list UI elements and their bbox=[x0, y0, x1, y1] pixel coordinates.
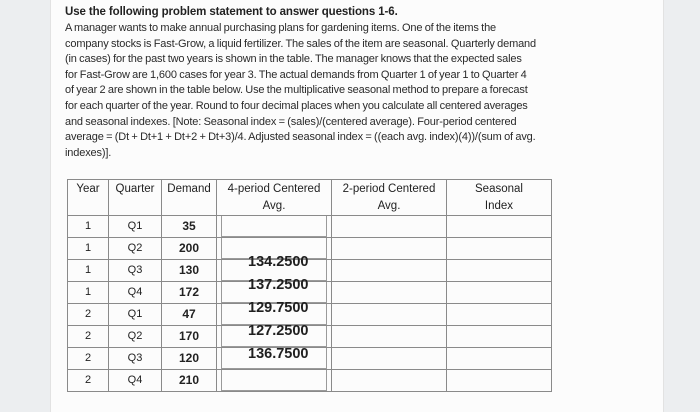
four-period-average-values bbox=[248, 251, 308, 366]
cell-two-period-avg bbox=[332, 304, 447, 326]
table-row bbox=[68, 348, 552, 370]
cell-demand: 172 bbox=[162, 282, 217, 304]
header-four-period-line2: Avg. bbox=[262, 200, 286, 212]
header-year: Year bbox=[68, 180, 109, 216]
cell-four-period-avg bbox=[217, 370, 332, 392]
table-row bbox=[68, 238, 552, 260]
header-demand: Demand bbox=[162, 180, 217, 216]
cell-quarter: Q3 bbox=[109, 348, 162, 370]
cell-two-period-avg bbox=[332, 238, 447, 260]
cell-four-period-avg bbox=[217, 216, 332, 238]
problem-line: for Fast-Grow are 1,600 cases for year 3. The actual demands from Quarter 1 of year 1 to Quarter 4 bbox=[65, 68, 527, 81]
header-four-period-centered-avg bbox=[217, 180, 332, 216]
cell-demand: 200 bbox=[162, 238, 217, 260]
problem-line: average = (Dt + Dt+1 + Dt+2 + Dt+3)/4. Adjusted seasonal index = ((each avg. index)(4))/(sum of avg. bbox=[65, 131, 536, 144]
problem-line: for each quarter of the year. Round to four decimal places when you calculate all centered averages bbox=[65, 99, 528, 112]
cell-seasonal-index bbox=[447, 348, 552, 370]
problem-statement bbox=[65, 21, 563, 161]
header-seasonal-line1: Seasonal bbox=[475, 183, 523, 195]
cell-demand: 35 bbox=[162, 216, 217, 238]
cell-demand: 47 bbox=[162, 304, 217, 326]
cell-year: 2 bbox=[68, 348, 109, 370]
table-row bbox=[68, 260, 552, 282]
cell-quarter: Q2 bbox=[109, 238, 162, 260]
cell-seasonal-index bbox=[447, 260, 552, 282]
cell-year: 1 bbox=[68, 260, 109, 282]
four-period-average-value: 137.2500 bbox=[248, 277, 309, 293]
problem-line: company stocks is Fast-Grow, a liquid fertilizer. The sales of the item are seasonal. Quarterly demand bbox=[65, 37, 536, 50]
problem-line: of year 2 are shown in the table below. Use the multiplicative seasonal method to prepare a forecast bbox=[65, 84, 528, 97]
table-row bbox=[68, 216, 552, 238]
header-seasonal-line2: Index bbox=[484, 200, 514, 212]
cell-year: 2 bbox=[68, 370, 109, 392]
cell-demand: 210 bbox=[162, 370, 217, 392]
cell-demand: 170 bbox=[162, 326, 217, 348]
problem-line: A manager wants to make annual purchasing plans for gardening items. One of the items the bbox=[65, 22, 497, 34]
cell-year: 1 bbox=[68, 238, 109, 260]
cell-two-period-avg bbox=[332, 282, 447, 304]
cell-year: 1 bbox=[68, 282, 109, 304]
cell-quarter: Q1 bbox=[109, 304, 162, 326]
cell-seasonal-index bbox=[447, 282, 552, 304]
cell-two-period-avg bbox=[332, 260, 447, 282]
cell-year: 1 bbox=[68, 216, 109, 238]
table-row bbox=[68, 282, 552, 304]
problem-heading: Use the following problem statement to answer questions 1-6. bbox=[65, 6, 398, 18]
cell-seasonal-index bbox=[447, 370, 552, 392]
cell-quarter: Q4 bbox=[109, 370, 162, 392]
problem-line: indexes)]. bbox=[65, 146, 112, 159]
cell-seasonal-index bbox=[447, 326, 552, 348]
header-seasonal-index bbox=[447, 180, 552, 216]
demand-table bbox=[67, 179, 552, 392]
cell-seasonal-index bbox=[447, 216, 552, 238]
four-period-average-value: 129.7500 bbox=[248, 300, 309, 316]
table-row bbox=[68, 326, 552, 348]
cell-seasonal-index bbox=[447, 304, 552, 326]
four-period-average-value: 127.2500 bbox=[248, 323, 309, 339]
problem-line: and seasonal indexes. [Note: Seasonal index = (sales)/(centered average). Four-period centered bbox=[65, 115, 517, 128]
four-period-average-value: 134.2500 bbox=[248, 254, 309, 270]
cell-year: 2 bbox=[68, 326, 109, 348]
table-row bbox=[68, 304, 552, 326]
four-period-average-value: 136.7500 bbox=[248, 346, 309, 362]
cell-seasonal-index bbox=[447, 238, 552, 260]
header-two-period-line1: 2-period Centered bbox=[342, 183, 436, 195]
header-two-period-centered-avg bbox=[332, 180, 447, 216]
cell-two-period-avg bbox=[332, 216, 447, 238]
cell-year: 2 bbox=[68, 304, 109, 326]
problem-sheet bbox=[50, 0, 664, 412]
table-row bbox=[68, 370, 552, 392]
cell-quarter: Q1 bbox=[109, 216, 162, 238]
header-quarter: Quarter bbox=[109, 180, 162, 216]
cell-quarter: Q4 bbox=[109, 282, 162, 304]
problem-line: (in cases) for the past two years is shown in the table. The manager knows that the expected sales bbox=[65, 53, 522, 66]
cell-demand: 120 bbox=[162, 348, 217, 370]
cell-quarter: Q3 bbox=[109, 260, 162, 282]
cell-demand: 130 bbox=[162, 260, 217, 282]
header-two-period-line2: Avg. bbox=[377, 200, 401, 212]
cell-quarter: Q2 bbox=[109, 326, 162, 348]
cell-two-period-avg bbox=[332, 370, 447, 392]
header-four-period-line1: 4-period Centered bbox=[227, 183, 321, 195]
table-header-row bbox=[68, 180, 552, 216]
cell-two-period-avg bbox=[332, 348, 447, 370]
cell-two-period-avg bbox=[332, 326, 447, 348]
